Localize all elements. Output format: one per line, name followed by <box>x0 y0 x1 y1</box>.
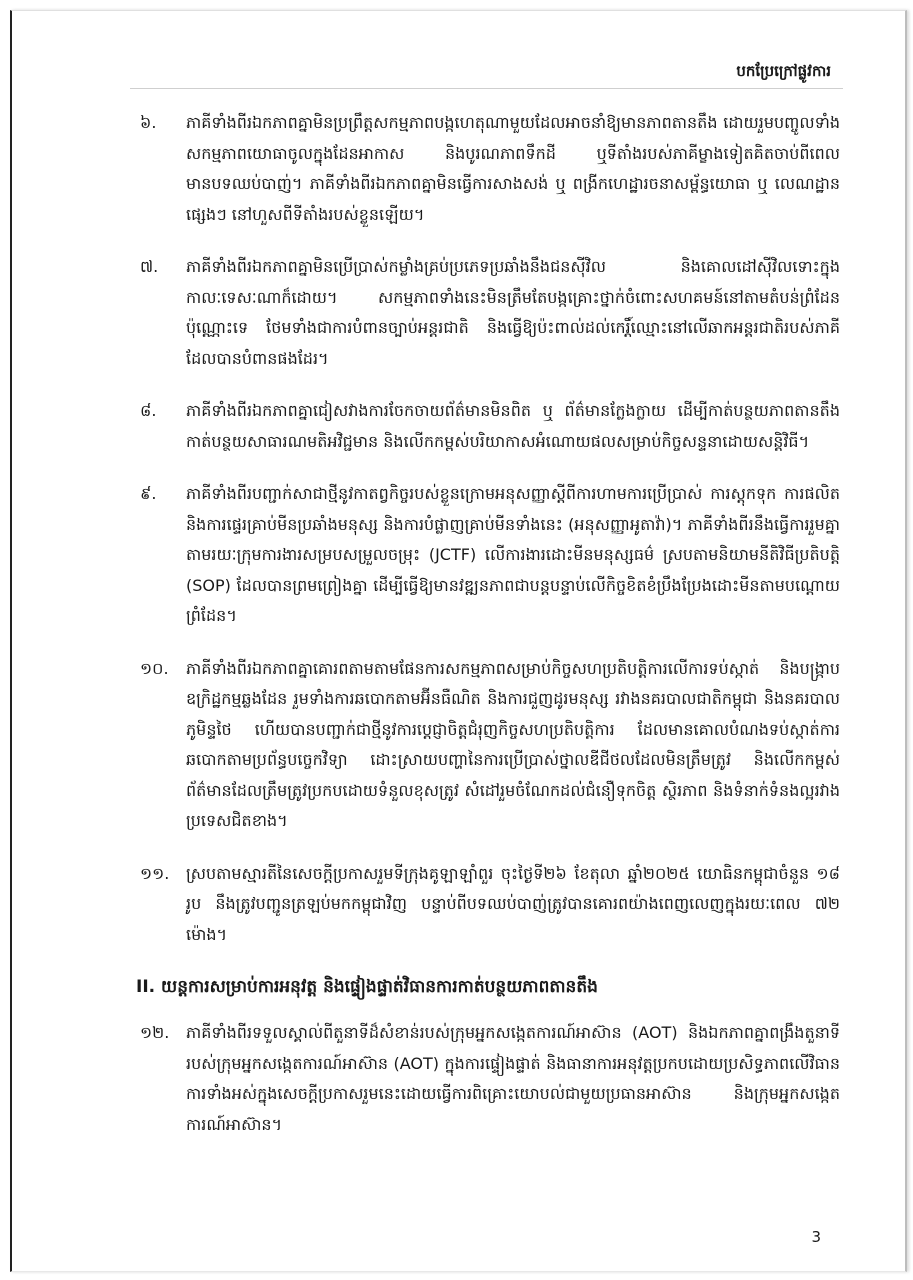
document-body <box>136 108 840 1162</box>
clause-12 <box>140 1018 840 1140</box>
clause-8 <box>140 396 840 457</box>
clause-number: ១០. <box>140 658 169 678</box>
clause-6 <box>140 108 840 230</box>
clause-11 <box>140 859 840 951</box>
clause-text: ស្របតាមស្មារតីនៃសេចក្តីប្រកាសរួមទីក្រុងគូឡាឡាំពួរ ចុះថ្ងៃទី២៦ ខែតុលា ឆ្នាំ២០២៥ យោធិនកម្ពុជាចំនួន ១៨ រូប នឹងត្រូវបញ្ជូនត្រឡប់មកកម្ពុជាវិញ បន្ទាប់ពីបទឈប់បាញ់ត្រូវបានគោរពយ៉ាងពេញលេញក្នុងរយៈពេល ៧២ ម៉ោង។ <box>186 863 840 944</box>
clause-9 <box>140 479 840 632</box>
clause-number: ៩. <box>140 484 157 503</box>
clause-text: ភាគីទាំងពីរទទួលស្គាល់ពីតួនាទីដ៏សំខាន់របស់ក្រុមអ្នកសង្កេតការណ៍អាស៊ាន (AOT) និងឯកភាពគ្នាពង្រឹងតួនាទីរបស់ក្រុមអ្នកសង្កេតការណ៍អាស៊ាន (AOT) ក្នុងការផ្ទៀងផ្ទាត់ និងធានាការអនុវត្តប្រកបដោយប្រសិទ្ធភាពលើវិធានការទាំងអស់ក្នុងសេចក្តីប្រកាសរួមនេះដោយធ្វើការពិគ្រោះយោបល់ជាមួយប្រធានអាស៊ាន និងក្រុមអ្នកសង្កេតការណ៍អាស៊ាន។ <box>186 1023 840 1134</box>
clause-text: ភាគីទាំងពីរឯកភាពគ្នាជៀសវាងការចែកចាយព័ត៌មានមិនពិត ឬ ព័ត៌មានក្លែងក្លាយ ដើម្បីកាត់បន្ថយភាពតានតឹង កាត់បន្ថយសាធារណមតិអវិជ្ជមាន និងលើកកម្ពស់បរិយាកាសអំណោយផលសម្រាប់កិច្ចសន្ទនាដោយសន្តិវិធី។ <box>186 401 840 451</box>
clause-number: ៨. <box>140 401 157 420</box>
clause-number: ៦. <box>140 113 157 132</box>
clause-number: ៧. <box>140 257 159 276</box>
clause-text: ភាគីទាំងពីរឯកភាពគ្នាមិនប្រើប្រាស់កម្លាំងគ្រប់ប្រភេទប្រឆាំងនឹងជនស៊ីវិល និងគោលដៅស៊ីវិលទោះក្នុងកាលៈទេសៈណាក៏ដោយ។ សកម្មភាពទាំងនេះមិនត្រឹមតែបង្កគ្រោះថ្នាក់ចំពោះសហគមន៍នៅតាមតំបន់ព្រំដែនប៉ុណ្ណោះទេ ថែមទាំងជាការបំពានច្បាប់អន្តរជាតិ និងធ្វើឱ្យប៉ះពាល់ដល់កេរ្តិ៍ឈ្មោះនៅលើឆាកអន្តរជាតិរបស់ភាគីដែលបានបំពានផងដែរ។ <box>186 257 840 368</box>
clause-10 <box>140 654 840 837</box>
clause-number: ១២. <box>140 1023 170 1042</box>
clause-7 <box>140 252 840 374</box>
clause-text: ភាគីទាំងពីរបញ្ជាក់សាជាថ្មីនូវកាតព្វកិច្ចរបស់ខ្លួនក្រោមអនុសញ្ញាស្តីពីការហាមការប្រើប្រាស់ ការស្តុកទុក ការផលិត និងការផ្ទេរគ្រាប់មីនប្រឆាំងមនុស្ស និងការបំផ្លាញគ្រាប់មីនទាំងនេះ (អនុសញ្ញាអូតាវ៉ា)។ ភាគីទាំងពីរនឹងធ្វើការរួមគ្នាតាមរយៈក្រុមការងារសម្របសម្រួលចម្រុះ (JCTF) លើការងារដោះមីនមនុស្សធម៌ ស្របតាមនិយាមនីតិវិធីប្រតិបត្តិ (SOP) ដែលបានព្រមព្រៀងគ្នា ដើម្បីធ្វើឱ្យមានវឌ្ឍនភាពជាបន្តបន្ទាប់លើកិច្ចខិតខំប្រឹងប្រែងដោះមីនតាមបណ្តោយព្រំដែន។ <box>186 484 840 625</box>
clause-text: ភាគីទាំងពីរឯកភាពគ្នាមិនប្រព្រឹត្តសកម្មភាពបង្កហេតុណាមួយដែលអាចនាំឱ្យមានភាពតានតឹង ដោយរួមបញ្ចូលទាំងសកម្មភាពយោធាចូលក្នុងដែនអាកាស និងបូរណភាពទឹកដី ឬទីតាំងរបស់ភាគីម្ខាងទៀតគិតចាប់ពីពេលមានបទឈប់បាញ់។ ភាគីទាំងពីរឯកភាពគ្នាមិនធ្វើការសាងសង់ ឬ ពង្រីកហេដ្ឋារចនាសម្ព័ន្ធយោធា ឬ លេណដ្ឋានផ្សេងៗ នៅហួសពីទីតាំងរបស់ខ្លួនឡើយ។ <box>186 113 840 224</box>
section-heading: II. យន្តការសម្រាប់ការអនុវត្ត និងផ្ទៀងផ្ទាត់វិធានការកាត់បន្ថយភាពតានតឹង <box>136 977 598 997</box>
header-title: បកប្រែក្រៅផ្លូវការ <box>736 62 831 80</box>
page-number: 3 <box>811 1228 821 1246</box>
clause-number: ១១. <box>140 863 170 883</box>
clause-text: ភាគីទាំងពីរឯកភាពគ្នាគោរពតាមតាមផែនការសកម្មភាពសម្រាប់កិច្ចសហប្រតិបត្តិការលើការទប់ស្កាត់ និងបង្ក្រាបឧក្រិដ្ឋកម្មឆ្លងដែន រួមទាំងការឆបោកតាមអ៊ីនធឺណិត និងការជួញដូរមនុស្ស រវាងនគរបាលជាតិកម្ពុជា និងនគរបាលភូមិន្ទថៃ ហើយបានបញ្ជាក់ជាថ្មីនូវការប្តេជ្ញាចិត្តជំរុញកិច្ចសហប្រតិបត្តិការ ដែលមានគោលបំណងទប់ស្កាត់ការឆបោកតាមប្រព័ន្ធបច្ចេកវិទ្យា ដោះស្រាយបញ្ហានៃការប្រើប្រាស់ថ្នាលឌីជីថលដែលមិនត្រឹមត្រូវ និងលើកកម្ពស់ព័ត៌មានដែលត្រឹមត្រូវប្រកបដោយទំនួលខុសត្រូវ សំដៅរួមចំណែកដល់ជំនឿទុកចិត្ត ស្ថិរភាព និងទំនាក់ទំនងល្អរវាងប្រទេសជិតខាង។ <box>186 658 840 830</box>
header-divider <box>130 88 843 89</box>
